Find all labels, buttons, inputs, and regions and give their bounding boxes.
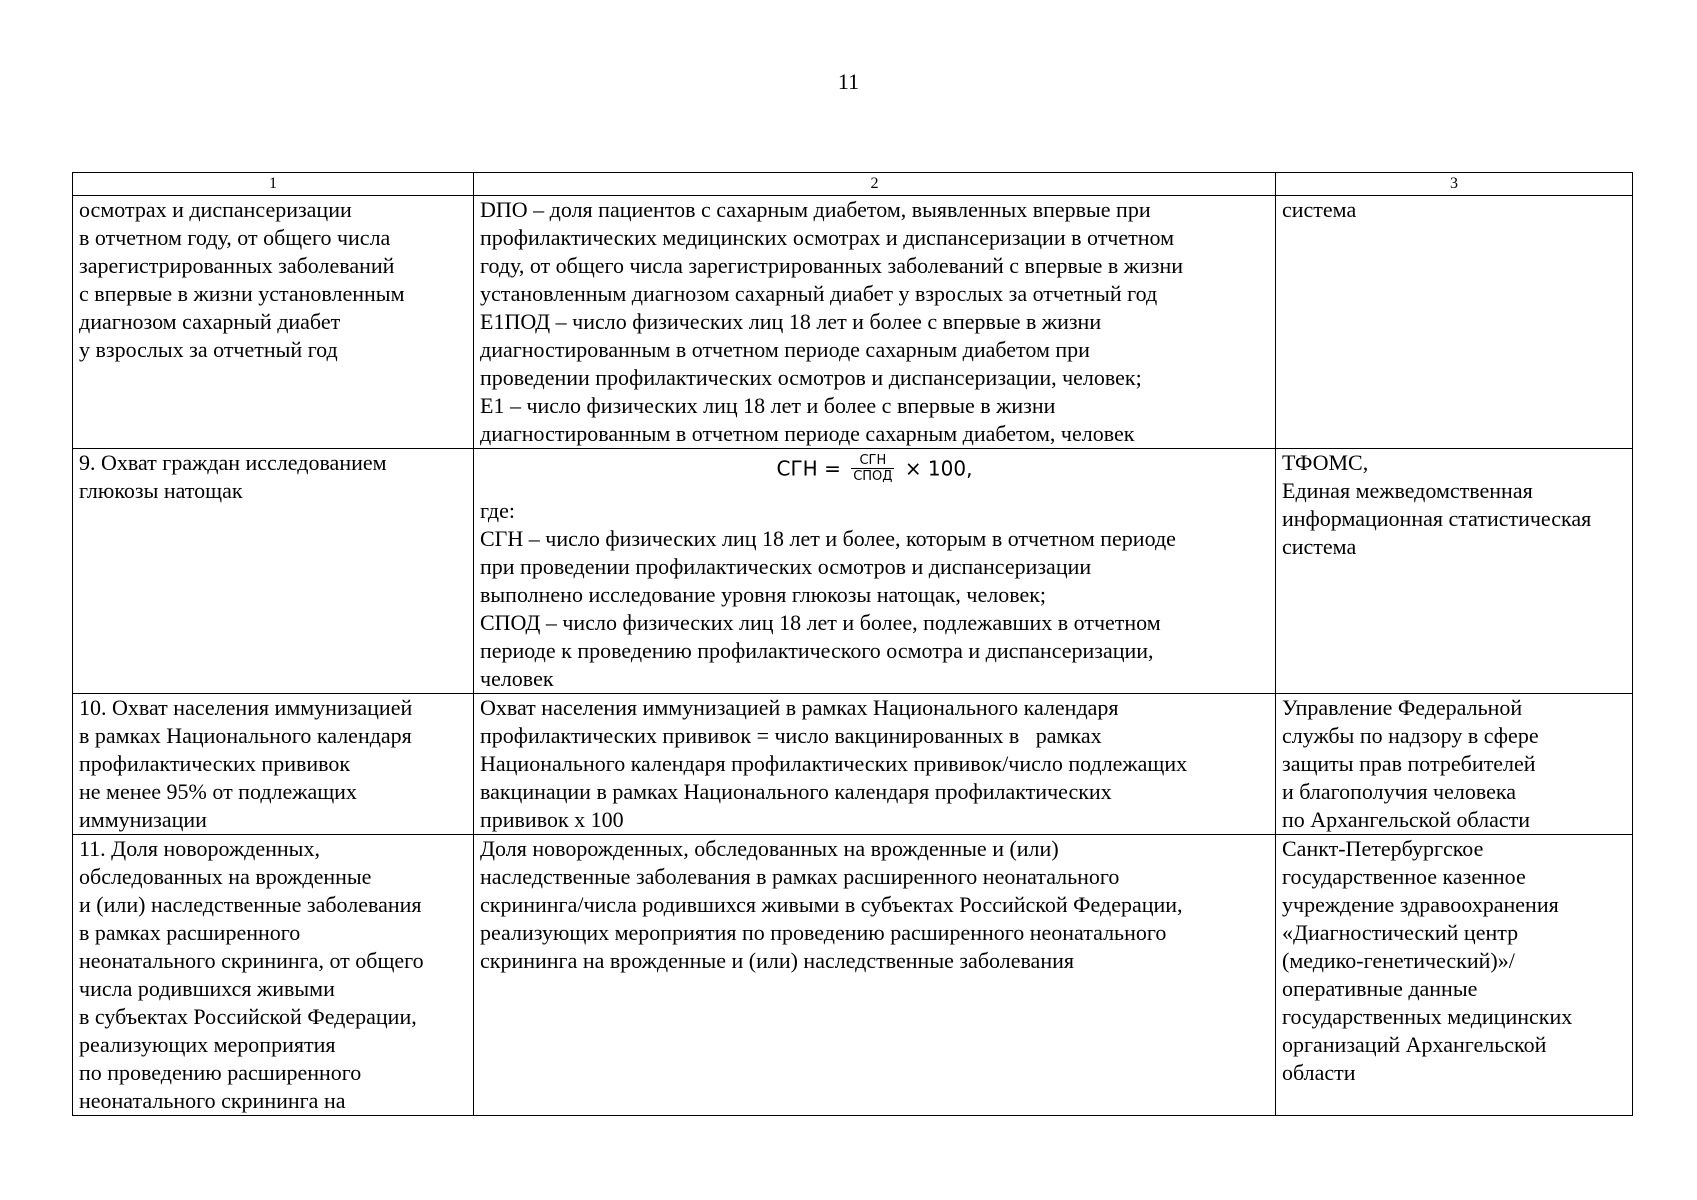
text-line: глюкозы натощак <box>79 478 243 503</box>
text-line: информационная статистическая <box>1282 506 1592 531</box>
text-line: периоде к проведению профилактического осмотра и диспансеризации, <box>480 638 1154 663</box>
text-line: профилактических прививок <box>79 751 351 776</box>
indicator-name-cell <box>73 196 474 449</box>
text-line: в отчетном году, от общего числа <box>79 225 391 250</box>
text-line: прививок х 100 <box>480 807 624 832</box>
text-line: службы по надзору в сфере <box>1282 723 1539 748</box>
text-line: Управление Федеральной <box>1282 695 1523 720</box>
page-number: 11 <box>837 69 860 94</box>
data-source-cell <box>1276 835 1633 1116</box>
text-line: неонатального скрининга на <box>79 1088 346 1113</box>
text-line: иммунизации <box>79 807 207 832</box>
text-line: Национального календаря профилактических прививок/число подлежащих <box>480 751 1188 776</box>
text-line: профилактических медицинских осмотрах и диспансеризации в отчетном <box>480 225 1175 250</box>
text-line: установленным диагнозом сахарный диабет у взрослых за отчетный год <box>480 281 1158 306</box>
table-row <box>73 449 1633 694</box>
calculation-method-cell <box>474 835 1276 1116</box>
text-line: диагнозом сахарный диабет <box>79 309 341 334</box>
text-line: ТФОМС, <box>1282 450 1369 475</box>
text-line: числа родившихся живыми <box>79 976 335 1001</box>
data-source-cell <box>1276 449 1633 694</box>
calculation-method-cell <box>474 196 1276 449</box>
text-line: году, от общего числа зарегистрированных заболеваний с впервые в жизни <box>480 253 1184 278</box>
calculation-method-cell <box>474 449 1276 694</box>
text-line: и благополучия человека <box>1282 779 1517 804</box>
text-line: скрининга/числа родившихся живыми в субъектах Российской Федерации, <box>480 892 1183 917</box>
text-line: СПОД – число физических лиц 18 лет и более, подлежавших в отчетном <box>480 610 1161 635</box>
formula-fraction <box>851 453 894 484</box>
text-line: с впервые в жизни установленным <box>79 281 405 306</box>
text-line: оперативные данные <box>1282 976 1478 1001</box>
text-line: при проведении профилактических осмотров и диспансеризации <box>480 554 1092 579</box>
text-line: 11. Доля новорожденных, <box>79 836 320 861</box>
text-line: по проведению расширенного <box>79 1060 362 1085</box>
text-line: человек <box>480 666 554 691</box>
text-line: Санкт-Петербургское <box>1282 836 1484 861</box>
text-line: где: <box>480 498 515 523</box>
formula <box>480 449 1269 497</box>
formula-numerator: СГН <box>851 453 894 469</box>
text-line: у взрослых за отчетный год <box>79 337 338 362</box>
text-line: по Архангельской области <box>1282 807 1531 832</box>
text-line: вакцинации в рамках Национального календаря профилактических <box>480 779 1112 804</box>
text-line: система <box>1282 534 1357 559</box>
text-line: зарегистрированных заболеваний <box>79 253 395 278</box>
text-line: система <box>1282 197 1357 222</box>
text-line: проведении профилактических осмотров и диспансеризации, человек; <box>480 365 1142 390</box>
formula-denominator: СПОД <box>853 469 893 484</box>
text-line: реализующих мероприятия <box>79 1032 336 1057</box>
text-line: профилактических прививок = число вакцинированных в рамках <box>480 723 1102 748</box>
text-line: государственное казенное <box>1282 864 1526 889</box>
indicator-name-cell <box>73 449 474 694</box>
text-line: «Диагностический центр <box>1282 920 1519 945</box>
text-line: выполнено исследование уровня глюкозы натощак, человек; <box>480 582 1047 607</box>
table-row <box>73 835 1633 1116</box>
text-line: скрининга на врожденные и (или) наследственные заболевания <box>480 948 1074 973</box>
data-source-cell <box>1276 694 1633 835</box>
data-source-cell <box>1276 196 1633 449</box>
text-line: обследованных на врожденные <box>79 864 372 889</box>
text-line: (медико-генетический)»/ <box>1282 948 1515 973</box>
text-line: СГН – число физических лиц 18 лет и более, которым в отчетном периоде <box>480 526 1176 551</box>
text-line: государственных медицинских <box>1282 1004 1573 1029</box>
text-line: учреждение здравоохранения <box>1282 892 1559 917</box>
text-line: реализующих мероприятия по проведению расширенного неонатального <box>480 920 1167 945</box>
table-header-row <box>73 173 1633 196</box>
text-line: в рамках Национального календаря <box>79 723 412 748</box>
table-row <box>73 694 1633 835</box>
text-line: не менее 95% от подлежащих <box>79 779 357 804</box>
text-line: в рамках расширенного <box>79 920 301 945</box>
formula-rhs: × 100, <box>904 456 973 481</box>
text-line: Охват населения иммунизацией в рамках Национального календаря <box>480 695 1119 720</box>
formula-lhs: СГН = <box>776 456 841 481</box>
text-line: Единая межведомственная <box>1282 478 1533 503</box>
text-line: осмотрах и диспансеризации <box>79 197 352 222</box>
text-line: наследственные заболевания в рамках расширенного неонатального <box>480 864 1120 889</box>
text-line: диагностированным в отчетном периоде сахарным диабетом при <box>480 337 1090 362</box>
column-header-3: 3 <box>1276 173 1633 196</box>
indicators-table <box>72 172 1633 1116</box>
calculation-method-cell <box>474 694 1276 835</box>
text-line: Е1ПОД – число физических лиц 18 лет и более с впервые в жизни <box>480 309 1102 334</box>
text-line: организаций Архангельской <box>1282 1032 1547 1057</box>
text-line: Доля новорожденных, обследованных на врожденные и (или) <box>480 836 1059 861</box>
text-line: Е1 – число физических лиц 18 лет и более с впервые в жизни <box>480 393 1056 418</box>
table-row <box>73 196 1633 449</box>
text-line: области <box>1282 1060 1356 1085</box>
text-line: диагностированным в отчетном периоде сахарным диабетом, человек <box>480 421 1135 446</box>
text-line: и (или) наследственные заболевания <box>79 892 422 917</box>
column-header-1: 1 <box>73 173 474 196</box>
indicator-name-cell <box>73 835 474 1116</box>
text-line: 10. Охват населения иммунизацией <box>79 695 413 720</box>
text-line: защиты прав потребителей <box>1282 751 1536 776</box>
text-line: DПО – доля пациентов с сахарным диабетом, выявленных впервые при <box>480 197 1151 222</box>
text-line: неонатального скрининга, от общего <box>79 948 424 973</box>
column-header-2: 2 <box>474 173 1276 196</box>
text-line: в субъектах Российской Федерации, <box>79 1004 417 1029</box>
text-line: 9. Охват граждан исследованием <box>79 450 387 475</box>
indicator-name-cell <box>73 694 474 835</box>
